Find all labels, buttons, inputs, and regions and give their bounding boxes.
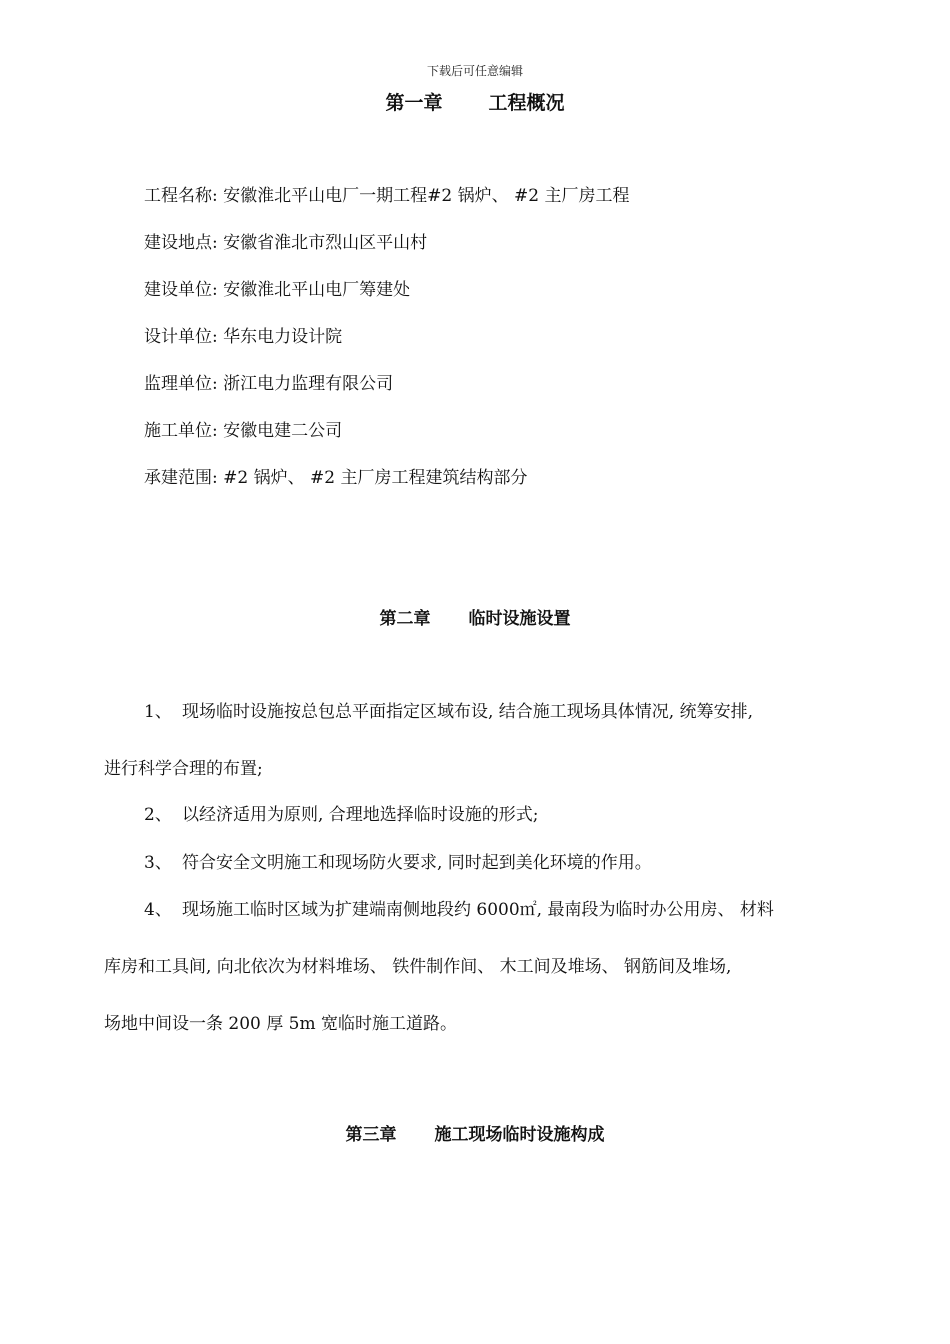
info-site-location: 建设地点: 安徽省淮北市烈山区平山村 xyxy=(144,233,428,253)
item-1-text-1: 现场临时设施按总包总平面指定区域布设, 结合施工现场具体情况, 统筹安排, xyxy=(182,702,754,722)
info-designer: 设计单位: 华东电力设计院 xyxy=(144,327,343,347)
item-3-line-1 xyxy=(144,848,652,873)
info-supervisor: 监理单位: 浙江电力监理有限公司 xyxy=(144,374,394,394)
item-4-text-2: 库房和工具间, 向北依次为材料堆场、 铁件制作间、 木工间及堆场、 钢筋间及堆场, xyxy=(104,957,732,977)
chapter2-number: 第二章 xyxy=(379,609,431,629)
item-2-line-1 xyxy=(144,800,539,825)
item-2-index: 2、 xyxy=(144,805,172,825)
item-4-line-1 xyxy=(144,895,774,920)
item-3-text-1: 符合安全文明施工和现场防火要求, 同时起到美化环境的作用。 xyxy=(182,853,652,873)
info-owner: 建设单位: 安徽淮北平山电厂筹建处 xyxy=(144,280,411,300)
info-project-name: 工程名称: 安徽淮北平山电厂一期工程#2 锅炉、 #2 主厂房工程 xyxy=(144,186,630,206)
item-3-index: 3、 xyxy=(144,853,172,873)
chapter2-title: 临时设施设置 xyxy=(468,609,571,629)
item-1-text-2: 进行科学合理的布置; xyxy=(104,759,263,779)
chapter1-title: 工程概况 xyxy=(488,92,565,114)
chapter1-heading xyxy=(0,88,950,115)
info-contractor: 施工单位: 安徽电建二公司 xyxy=(144,421,343,441)
chapter3-title: 施工现场临时设施构成 xyxy=(434,1125,605,1145)
item-4-text-3: 场地中间设一条 200 厚 5m 宽临时施工道路。 xyxy=(104,1014,457,1034)
header-note: 下载后可任意编辑 xyxy=(426,64,523,78)
chapter2-heading xyxy=(0,604,950,629)
chapter3-heading xyxy=(0,1120,950,1145)
info-scope: 承建范围: #2 锅炉、 #2 主厂房工程建筑结构部分 xyxy=(144,468,528,488)
item-4-index: 4、 xyxy=(144,900,172,920)
item-1-line-1 xyxy=(144,697,753,722)
item-4-text-1: 现场施工临时区域为扩建端南侧地段约 6000㎡, 最南段为临时办公用房、 材料 xyxy=(182,900,774,920)
chapter3-number: 第三章 xyxy=(345,1125,397,1145)
chapter1-number: 第一章 xyxy=(385,92,443,114)
item-1-index: 1、 xyxy=(144,702,172,722)
item-2-text-1: 以经济适用为原则, 合理地选择临时设施的形式; xyxy=(182,805,539,825)
